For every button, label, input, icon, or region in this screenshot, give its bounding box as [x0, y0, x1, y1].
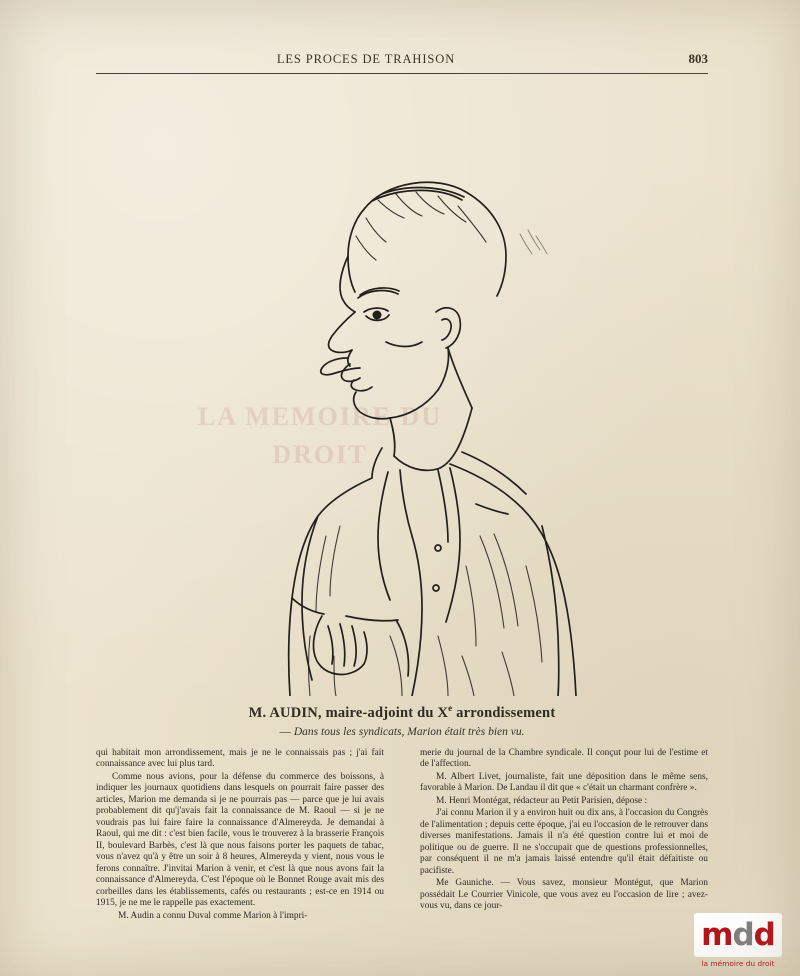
right-column [420, 748, 708, 914]
figure-subcaption [96, 726, 708, 738]
caption-role-superscript: e [448, 703, 453, 713]
page-number: 803 [688, 51, 708, 66]
subcaption-text: Dans tous les syndicats, Marion était très bien vu. [293, 726, 525, 738]
paragraph: M. Audin a connu Duval comme Marion à l'impri- [118, 910, 308, 921]
left-column [96, 748, 384, 923]
caption-role-before: maire-adjoint du X [325, 704, 449, 721]
paragraph: merie du journal de la Chambre syndicale. Il conçut pour lui de l'estime et de l'affection. [420, 748, 708, 770]
page-header [96, 52, 708, 82]
caption-person-name: M. AUDIN, [248, 704, 322, 721]
figure-caption [96, 703, 708, 722]
portrait-illustration [150, 96, 670, 696]
body-text [96, 748, 708, 948]
logo-letter-d-grey: d [732, 917, 754, 953]
logo-letter-m: m [701, 917, 733, 953]
watermark-text: LA MEMOIRE DU DROIT [197, 402, 443, 469]
paragraph: M. Albert Livet, journaliste, fait une déposition dans le même sens, favorable à Marion. De Landau il dit que « c'était un charmant confrère ». [420, 771, 708, 794]
paragraph: Comme nous avions, pour la défense du commerce des boissons, à indiquer les journaux quotidiens dans lesquels on pourrait faire passer des articles, Marion me demanda si je ne pourrais pas — parce que je lui avais probablement dit qu'j'avais fait la connaissance de M. Raoul — si je ne voudrais pas lui faire faire la connaissance d'Almereyda. Je demandai à Raoul, qui me dit : c'est bien facile, vous le trouverez à la brasserie François II, boulevard Barbès, c'est là que nous faisons porter les paquets de tabac, vous n'avez qu'à y être un soir à 8 heures, Almereyda y vient, nous vous le ferons connaître. J'invitai Marion à venir, et c'est là que nous avons fait la connaissance d'Almereyda. C'est l'époque où le Bonnet Rouge avait mis des corbeilles dans les établissements, cafés ou restaurants ; est-ce en 1914 ou 1915, je ne me le rappelle pas exactement. [96, 771, 384, 909]
paragraph: Me Gauniche. — Vous savez, monsieur Montégut, que Marion possédait Le Courrier Vinicole, que vous avez eu l'occasion de lire ; avez-vous vu, dans ce jour- [420, 878, 708, 912]
logo-letters [694, 915, 782, 955]
subcaption-dash: — [279, 726, 294, 738]
publisher-logo [686, 913, 790, 968]
paragraph: J'ai connu Marion il y a environ huit ou dix ans, à l'occasion du Congrès de l'alimentation ; depuis cette époque, j'ai eu l'occasion de le retrouver dans diverses manifestations. Jamais il n'a été question contre lui et moi de politique ou de guerre. Il ne s'occupait que de questions professionnelles, par conséquent il ne m'a jamais laissé entendre qu'il était défaitiste ou pacifiste. [420, 808, 708, 876]
logo-mark [694, 913, 782, 957]
paragraph: M. Henri Montégat, rédacteur au Petit Parisien, dépose : [436, 795, 648, 806]
running-head-title: LES PROCES DE TRAHISON [276, 52, 456, 66]
logo-tagline: la mémoire du droit [701, 959, 775, 968]
paragraph: qui habitait mon arrondissement, mais je ne le connaissais pas ; j'ai fait connaissance avec lui plus tard. [96, 748, 384, 770]
caption-role-after: arrondissement [452, 704, 556, 721]
header-divider [96, 73, 708, 74]
logo-letter-d-red: d [753, 917, 775, 953]
